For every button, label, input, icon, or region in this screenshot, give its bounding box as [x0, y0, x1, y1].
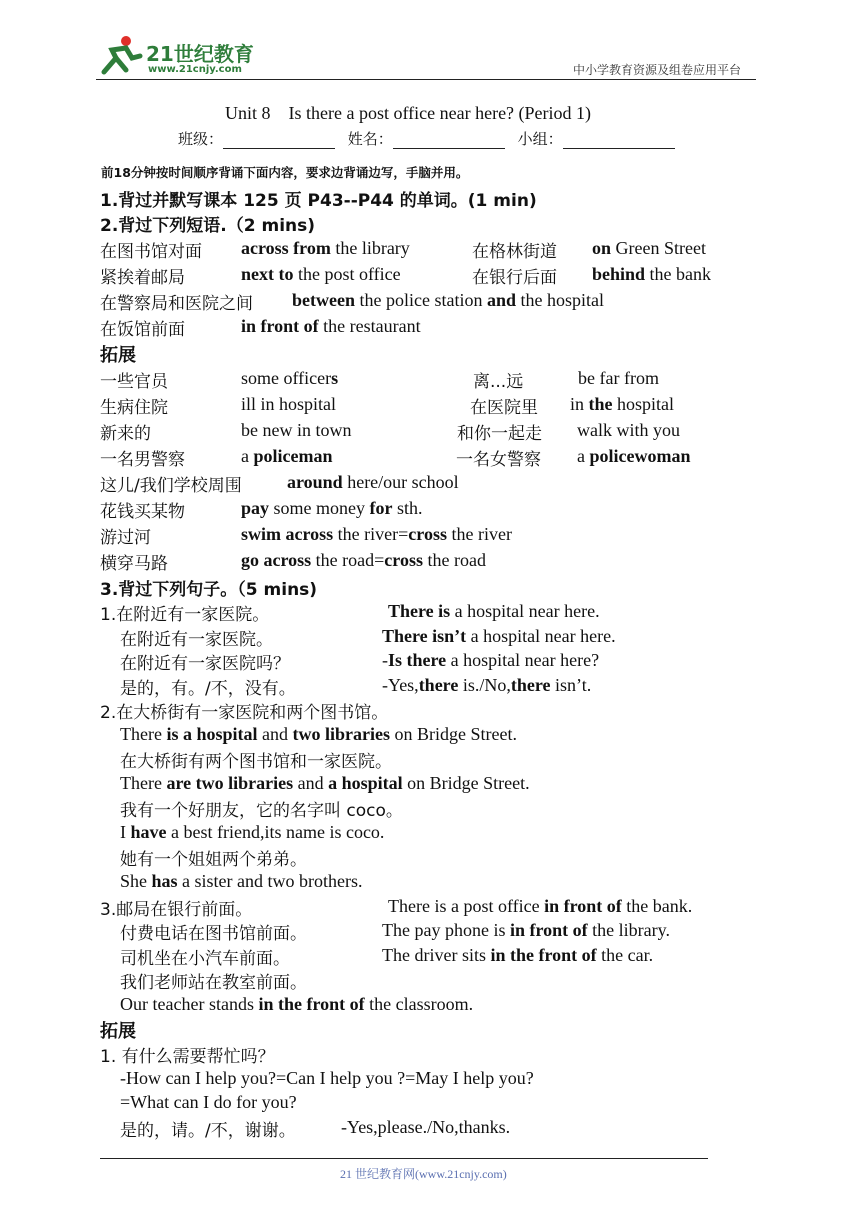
- ext-cn: 新来的: [100, 424, 151, 444]
- sentence-en: There is a hospital and two libraries on Bridge Street.: [120, 724, 517, 744]
- ext-cn: 花钱买某物: [100, 502, 185, 522]
- class-label: 班级：: [178, 130, 224, 148]
- site-logo: [96, 34, 266, 80]
- runner-logo-icon: [96, 34, 144, 78]
- sentence-en: -Yes,there is./No,there isn’t.: [382, 675, 592, 695]
- ext-cn: 横穿马路: [100, 554, 168, 574]
- sentence-cn: 在附近有一家医院。: [120, 630, 273, 650]
- ext-cn: 一些官员: [100, 372, 168, 392]
- sentence-cn: 1.在附近有一家医院。: [100, 605, 270, 625]
- ext2-line-en: -Yes,please./No,thanks.: [341, 1117, 511, 1137]
- sentence-en: The pay phone is in front of the library.: [382, 920, 670, 940]
- ext-en: a policeman: [241, 446, 333, 466]
- sentence-en: The driver sits in the front of the car.: [382, 945, 654, 965]
- sentence-cn: 在大桥街有两个图书馆和一家医院。: [120, 752, 392, 772]
- sentence-en: There isn’t a hospital near here.: [382, 626, 616, 646]
- ext-cn: 离...远: [473, 372, 524, 392]
- phrase-cn: 在饭馆前面: [100, 320, 185, 340]
- section-1-heading: 1.背过并默写课本 125 页 P43--P44 的单词。(1 min): [100, 191, 537, 211]
- footer-text: 21 世纪教育网(www.21cnjy.com): [340, 1167, 507, 1181]
- logo-text: 21世纪教育: [146, 42, 254, 66]
- phrase-cn: 在银行后面: [472, 268, 557, 288]
- phrase-cn: 在图书馆对面: [100, 242, 202, 262]
- phrase-en: in front of the restaurant: [241, 316, 421, 336]
- sentence-cn: 3.邮局在银行前面。: [100, 900, 253, 920]
- sentence-cn: 2.在大桥街有一家医院和两个图书馆。: [100, 703, 389, 723]
- ext-en: go across the road=cross the road: [241, 550, 486, 570]
- extension-heading: 拓展: [100, 345, 136, 366]
- sentence-cn: 付费电话在图书馆前面。: [120, 924, 307, 944]
- ext-cn: 一名女警察: [456, 450, 541, 470]
- ext-en: pay some money for sth.: [241, 498, 423, 518]
- phrase-en: across from the library: [241, 238, 410, 258]
- ext-en: a policewoman: [577, 446, 691, 466]
- phrase-cn: 在警察局和医院之间: [100, 294, 253, 314]
- sentence-en: I have a best friend,its name is coco.: [120, 822, 385, 842]
- ext-en: around here/our school: [287, 472, 459, 492]
- student-info-line: [178, 128, 675, 149]
- group-label: 小组：: [517, 130, 563, 148]
- ext2-line: -How can I help you?=Can I help you ?=May I help you?: [120, 1068, 534, 1088]
- header-platform-text: 中小学教育资源及组卷应用平台: [573, 63, 742, 77]
- sentence-cn: 她有一个姐姐两个弟弟。: [120, 850, 307, 870]
- phrase-en: between the police station and the hospital: [292, 290, 604, 310]
- sentence-en: There is a hospital near here.: [388, 601, 600, 621]
- ext2-line: =What can I do for you?: [120, 1092, 297, 1112]
- phrase-en: on Green Street: [592, 238, 706, 258]
- sentence-cn: 司机坐在小汽车前面。: [120, 949, 290, 969]
- ext-en: ill in hospital: [241, 394, 337, 414]
- ext-cn: 游过河: [100, 528, 151, 548]
- phrase-cn: 紧挨着邮局: [100, 268, 185, 288]
- ext-cn: 一名男警察: [100, 450, 185, 470]
- group-field[interactable]: [563, 130, 675, 149]
- page-title: Unit 8 Is there a post office near here? (Period 1): [225, 103, 592, 123]
- phrase-en: behind the bank: [592, 264, 712, 284]
- instruction-text: 前18分钟按时间顺序背诵下面内容，要求边背诵边写，手脑并用。: [101, 165, 469, 180]
- class-field[interactable]: [223, 130, 335, 149]
- phrase-cn: 在格林街道: [472, 242, 557, 262]
- sentence-en: Our teacher stands in the front of the classroom.: [120, 994, 474, 1014]
- sentence-cn: 是的，有。/不，没有。: [120, 679, 296, 699]
- ext-en: walk with you: [577, 420, 680, 440]
- phrase-en: next to the post office: [241, 264, 401, 284]
- sentence-en: There is a post office in front of the bank.: [388, 896, 693, 916]
- sentence-en: -Is there a hospital near here?: [382, 650, 600, 670]
- footer-divider: [100, 1158, 708, 1159]
- ext-cn: 在医院里: [470, 398, 538, 418]
- sentence-cn: 我们老师站在教室前面。: [120, 973, 307, 993]
- extension-heading-2: 拓展: [100, 1021, 136, 1042]
- ext2-line-cn: 是的，请。/不，谢谢。: [120, 1121, 296, 1141]
- section-2-heading: 2.背过下列短语.（2 mins): [100, 216, 316, 236]
- header-divider: [96, 79, 756, 80]
- ext-en: in the hospital: [570, 394, 675, 414]
- name-field[interactable]: [393, 130, 505, 149]
- logo-url: www.21cnjy.com: [148, 64, 242, 75]
- sentence-cn: 我有一个好朋友，它的名字叫 coco。: [120, 801, 403, 821]
- ext-cn: 生病住院: [100, 398, 168, 418]
- ext2-line: 1. 有什么需要帮忙吗？: [100, 1047, 275, 1067]
- section-3-heading: 3.背过下列句子。（5 mins): [100, 580, 318, 600]
- ext-en: be new in town: [241, 420, 352, 440]
- sentence-en: She has a sister and two brothers.: [120, 871, 363, 891]
- name-label: 姓名：: [347, 130, 393, 148]
- ext-cn: 这儿/我们学校周围: [100, 476, 242, 496]
- sentence-cn: 在附近有一家医院吗？: [120, 654, 290, 674]
- sentence-en: There are two libraries and a hospital on Bridge Street.: [120, 773, 530, 793]
- ext-en: swim across the river=cross the river: [241, 524, 512, 544]
- ext-en: some officers: [241, 368, 339, 388]
- ext-en: be far from: [578, 368, 659, 388]
- ext-cn: 和你一起走: [457, 424, 542, 444]
